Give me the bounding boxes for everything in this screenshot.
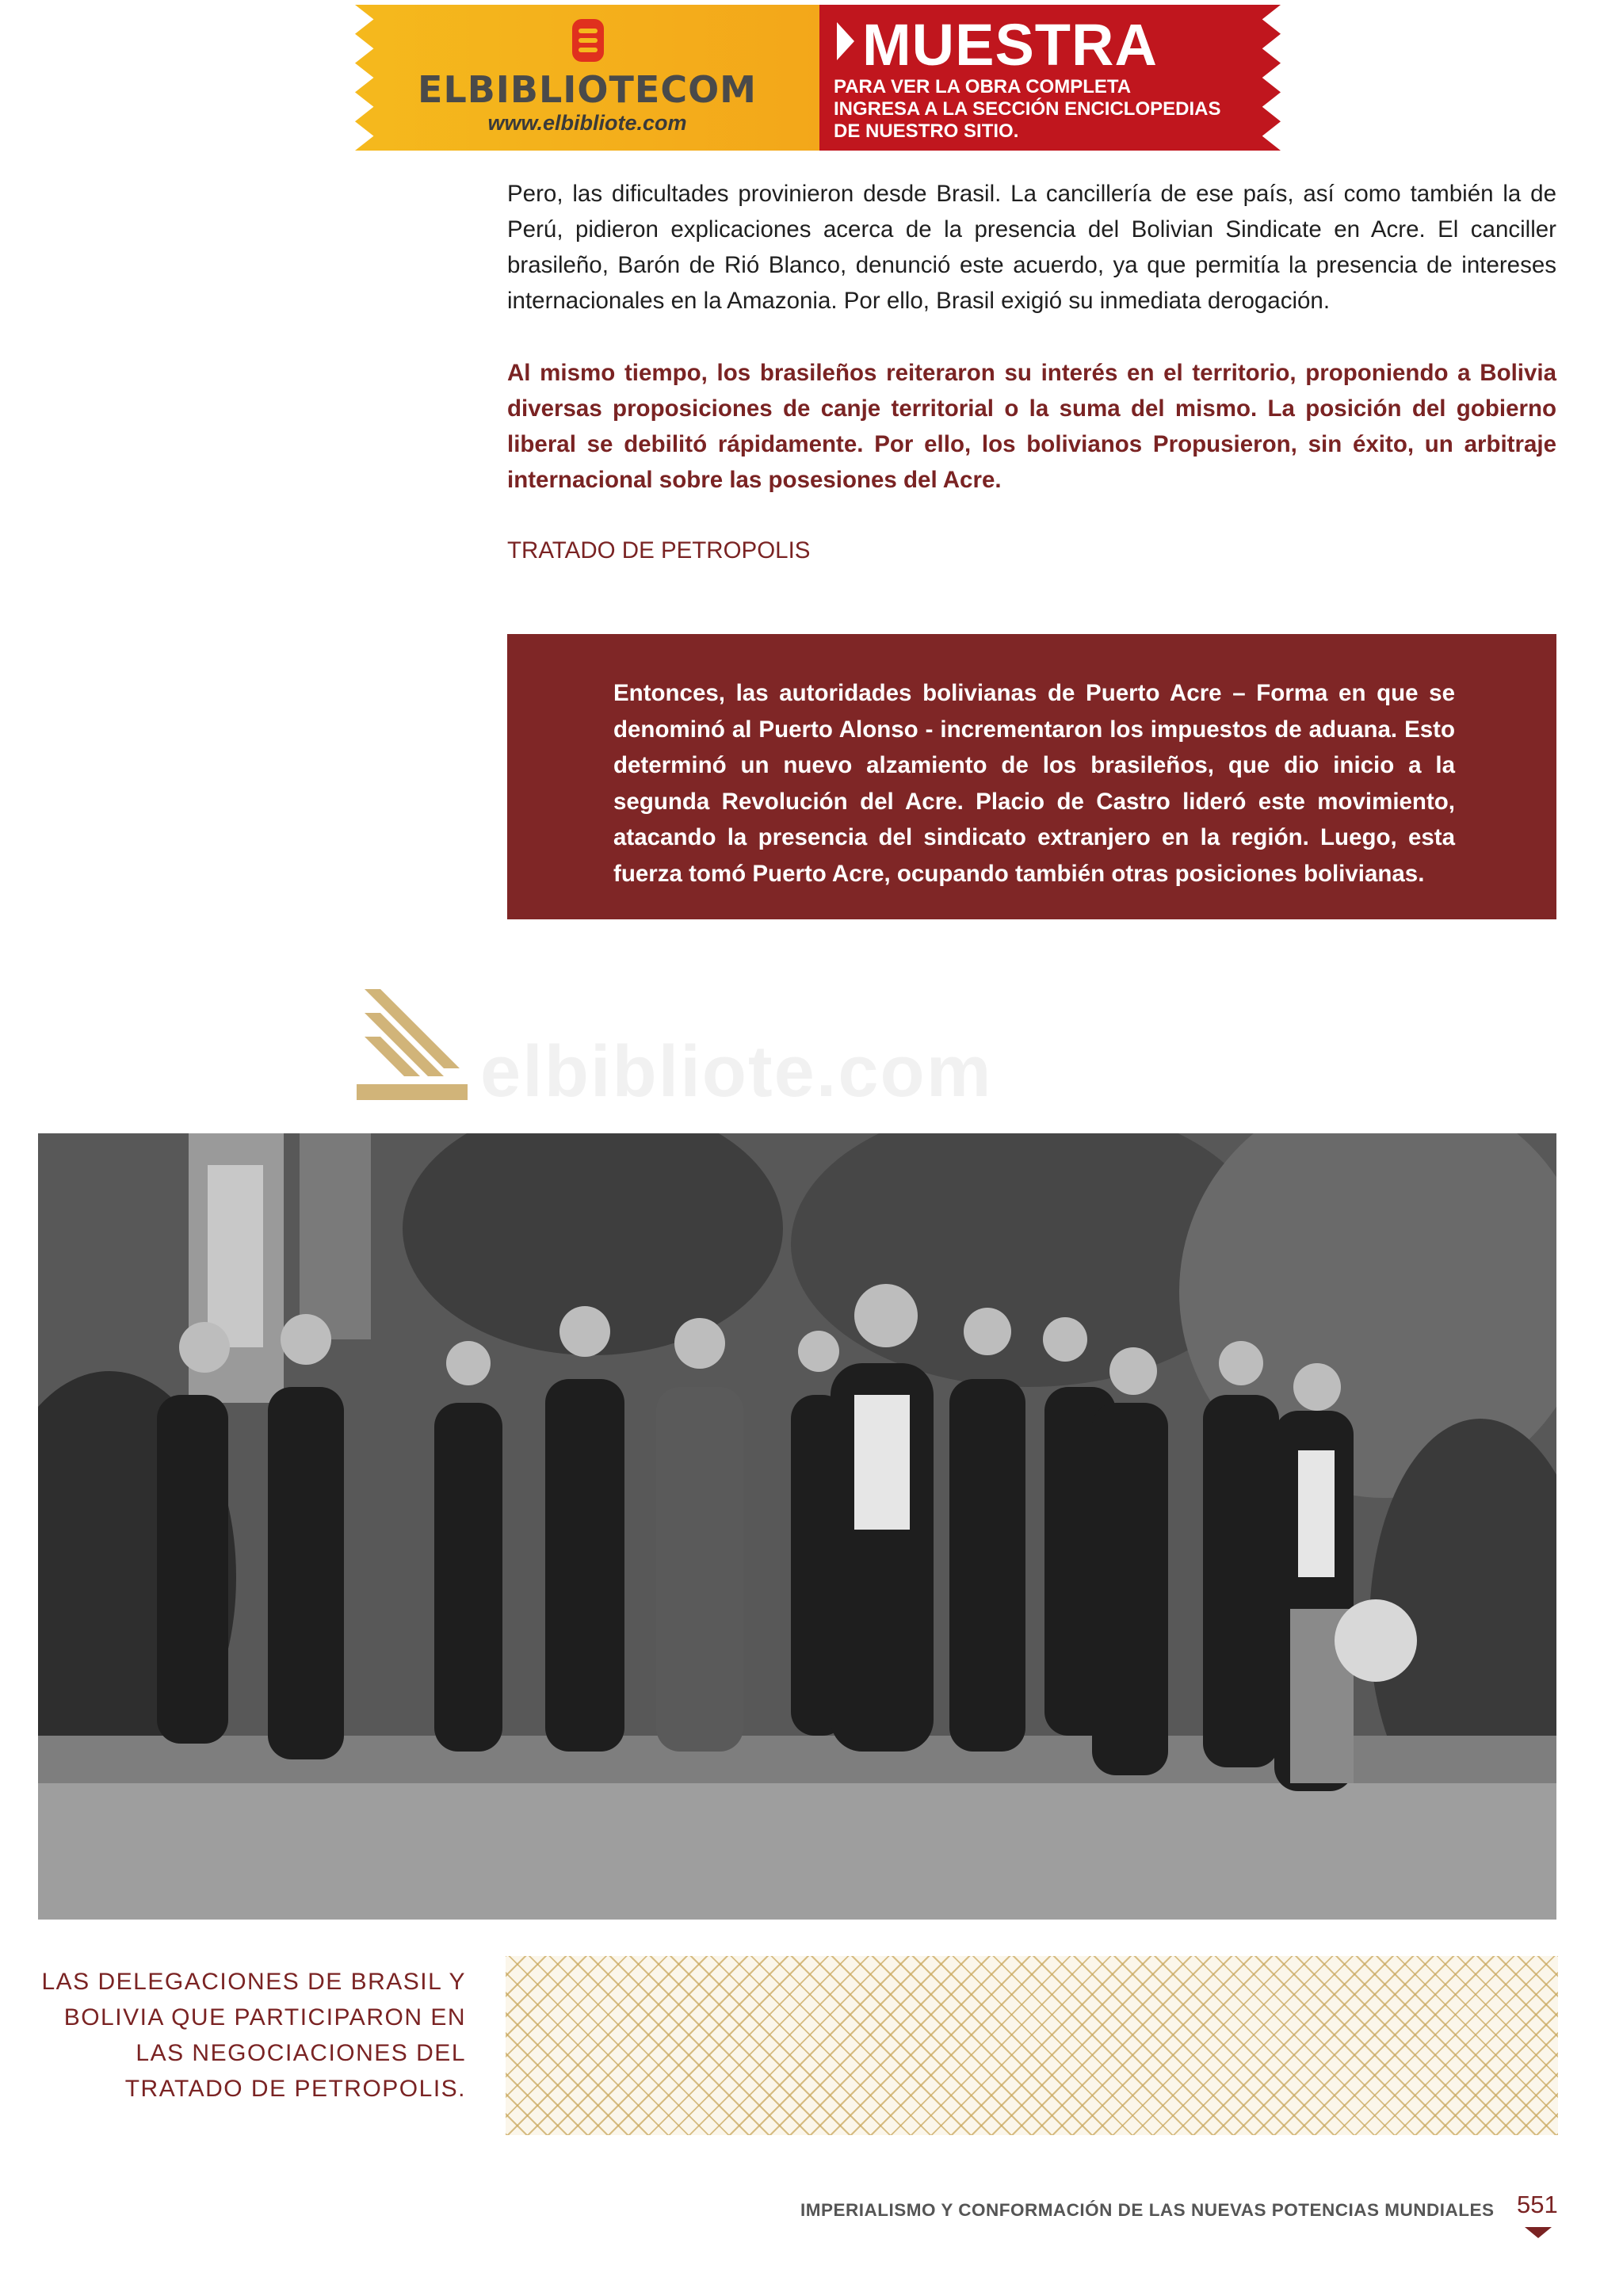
muestra-line: INGRESA A LA SECCIÓN ENCICLOPEDIAS [834, 98, 1221, 120]
watermark-chevrons-icon [357, 989, 468, 1100]
section-heading: TRATADO DE PETROPOLIS [507, 537, 811, 563]
photo-illustration [38, 1133, 1556, 1920]
footer-book-title: IMPERIALISMO Y CONFORMACIÓN DE LAS NUEVAS POTENCIAS MUNDIALES [800, 2200, 1495, 2220]
highlight-box [507, 634, 1556, 919]
logo-text: ELBIBLIOTECOM [418, 68, 757, 111]
paragraph-2-emphasis: Al mismo tiempo, los brasileños reiteraron su interés en el territorio, proponiendo a Bolivia diversas proposiciones de canje territorial o la suma del mismo. La posición del gobierno liberal se debilitó rápidamente. Por ello, los bolivianos Propusieron, sin éxito, un arbitraje internacional sobre las posesiones del Acre. [507, 360, 1556, 493]
photo-caption: LAS DELEGACIONES DE BRASIL Y BOLIVIA QUE PARTICIPARON EN LAS NEGOCIACIONES DEL TRATADO DE PETROPOLIS. [41, 1969, 466, 2102]
muestra-instructions [834, 76, 1246, 143]
muestra-title: MUESTRA [862, 12, 1158, 78]
muestra-line: PARA VER LA OBRA COMPLETA [834, 76, 1132, 97]
logo-url-link[interactable]: www.elbibliote.com [487, 111, 687, 135]
sample-banner[interactable] [355, 5, 1281, 151]
watermark-text: elbibliote.com [480, 1031, 993, 1112]
highlight-text: Entonces, las autoridades bolivianas de Puerto Acre – Forma en que se denominó al Puerto Alonso - incrementaron los impuestos de aduana. Esto determinó un nuevo alzamiento de los brasileños, que dio inicio a la segunda Revolución del Acre. Placio de Castro lideró este movimiento, atacando la presencia del sindicato extranjero en la región. Luego, esta fuerza tomó Puerto Acre, ocupando también otras posiciones bolivianas. [613, 680, 1455, 887]
arrow-right-icon [835, 21, 856, 62]
decorative-pattern [506, 1956, 1558, 2135]
delegations-photo [38, 1133, 1556, 1920]
page-down-arrow-icon [1525, 2227, 1552, 2238]
muestra-line: DE NUESTRO SITIO. [834, 120, 1019, 142]
logo-icon [571, 17, 605, 63]
page-number: 551 [1517, 2191, 1558, 2218]
paragraph-1: Pero, las dificultades provinieron desde Brasil. La cancillería de ese país, así como también la de Perú, pidieron explicaciones acerca de la presencia del Bolivian Sindicate en Acre. El canciller brasileño, Barón de Rió Blanco, denunció este acuerdo, ya que permitía la presencia de intereses internacionales en la Amazonia. Por ello, Brasil exigió su inmediata derogación. [507, 181, 1556, 314]
